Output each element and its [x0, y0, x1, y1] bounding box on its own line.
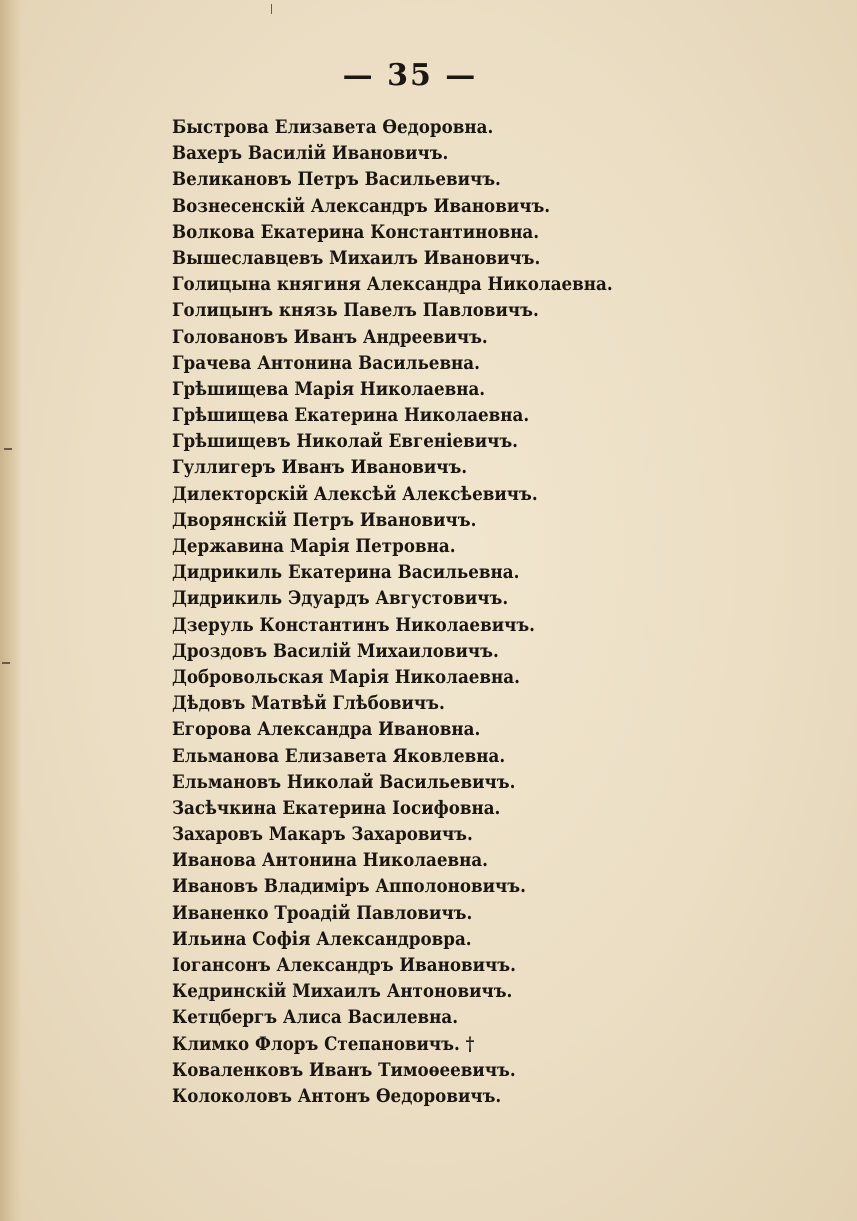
- page-number: — 35 —: [342, 58, 478, 93]
- list-item: Іогансонъ Александръ Ивановичъ.: [172, 954, 516, 976]
- list-item: Ельмановъ Николай Васильевичъ.: [172, 770, 516, 793]
- list-item: Дзеруль Константинъ Николаевичъ.: [172, 613, 535, 636]
- list-item: Великановъ Петръ Васильевичъ.: [172, 168, 501, 191]
- list-item: Иваненко Троадій Павловичъ.: [172, 901, 473, 924]
- list-item: Ельманова Елизавета Яковлевна.: [172, 744, 506, 767]
- list-item: Дроздовъ Василій Михаиловичъ.: [172, 639, 499, 662]
- list-item: Гуллигеръ Иванъ Ивановичъ.: [172, 456, 468, 479]
- margin-mark: [271, 4, 272, 14]
- list-item: Егорова Александра Ивановна.: [172, 718, 481, 741]
- list-item: Колоколовъ Антонъ Өедоровичъ.: [172, 1084, 502, 1107]
- list-item: Голицынъ князь Павелъ Павловичъ.: [172, 299, 539, 322]
- list-item: Иванова Антонина Николаевна.: [172, 849, 489, 872]
- list-item: Грѣшищевъ Николай Евгеніевичъ.: [172, 430, 519, 453]
- list-item: Кетцбергъ Алиса Василевна.: [172, 1006, 459, 1029]
- list-item: Грачева Антонина Васильевна.: [172, 351, 480, 374]
- list-item: Вышеславцевъ Михаилъ Ивановичъ.: [172, 246, 541, 269]
- list-item: Ильина Софія Александровра.: [172, 927, 472, 950]
- name-list: [172, 114, 673, 1109]
- list-item: Грѣшищева Марія Николаевна.: [172, 377, 486, 400]
- list-item: Быстрова Елизавета Өедоровна.: [172, 116, 494, 138]
- list-item: Климко Флоръ Степановичъ. †: [172, 1032, 475, 1055]
- list-item: Дидрикиль Екатерина Васильевна.: [172, 561, 520, 584]
- list-item: Кедринскій Михаилъ Антоновичъ.: [172, 980, 513, 1003]
- list-item: Добровольская Марія Николаевна.: [172, 665, 520, 688]
- list-item: Вознесенскій Александръ Ивановичъ.: [172, 194, 551, 217]
- list-item: Коваленковъ Иванъ Тимоѳеевичъ.: [172, 1058, 516, 1081]
- list-item: Головановъ Иванъ Андреевичъ.: [172, 325, 488, 348]
- margin-mark: [2, 662, 10, 664]
- page-left-edge: [0, 0, 22, 1221]
- list-item: Грѣшищева Екатерина Николаевна.: [172, 404, 530, 427]
- list-item: Дворянскій Петръ Ивановичъ.: [172, 508, 477, 531]
- list-item: Волкова Екатерина Константиновна.: [172, 220, 540, 243]
- list-item: Дѣдовъ Матвѣй Глѣбовичъ.: [172, 692, 445, 715]
- list-item: Дидрикиль Эдуардъ Августовичъ.: [172, 587, 509, 610]
- margin-mark: [4, 448, 12, 450]
- list-item: Дилекторскій Алексѣй Алексѣевичъ.: [172, 482, 538, 505]
- list-item: Вахеръ Василій Ивановичъ.: [172, 142, 449, 165]
- list-item: Державина Марія Петровна.: [172, 535, 456, 557]
- list-item: Засѣчкина Екатерина Іосифовна.: [172, 796, 501, 819]
- list-item: Ивановъ Владиміръ Апполоновичъ.: [172, 875, 526, 898]
- list-item: Захаровъ Макаръ Захаровичъ.: [172, 823, 473, 846]
- list-item: Голицына княгиня Александра Николаевна.: [172, 273, 613, 296]
